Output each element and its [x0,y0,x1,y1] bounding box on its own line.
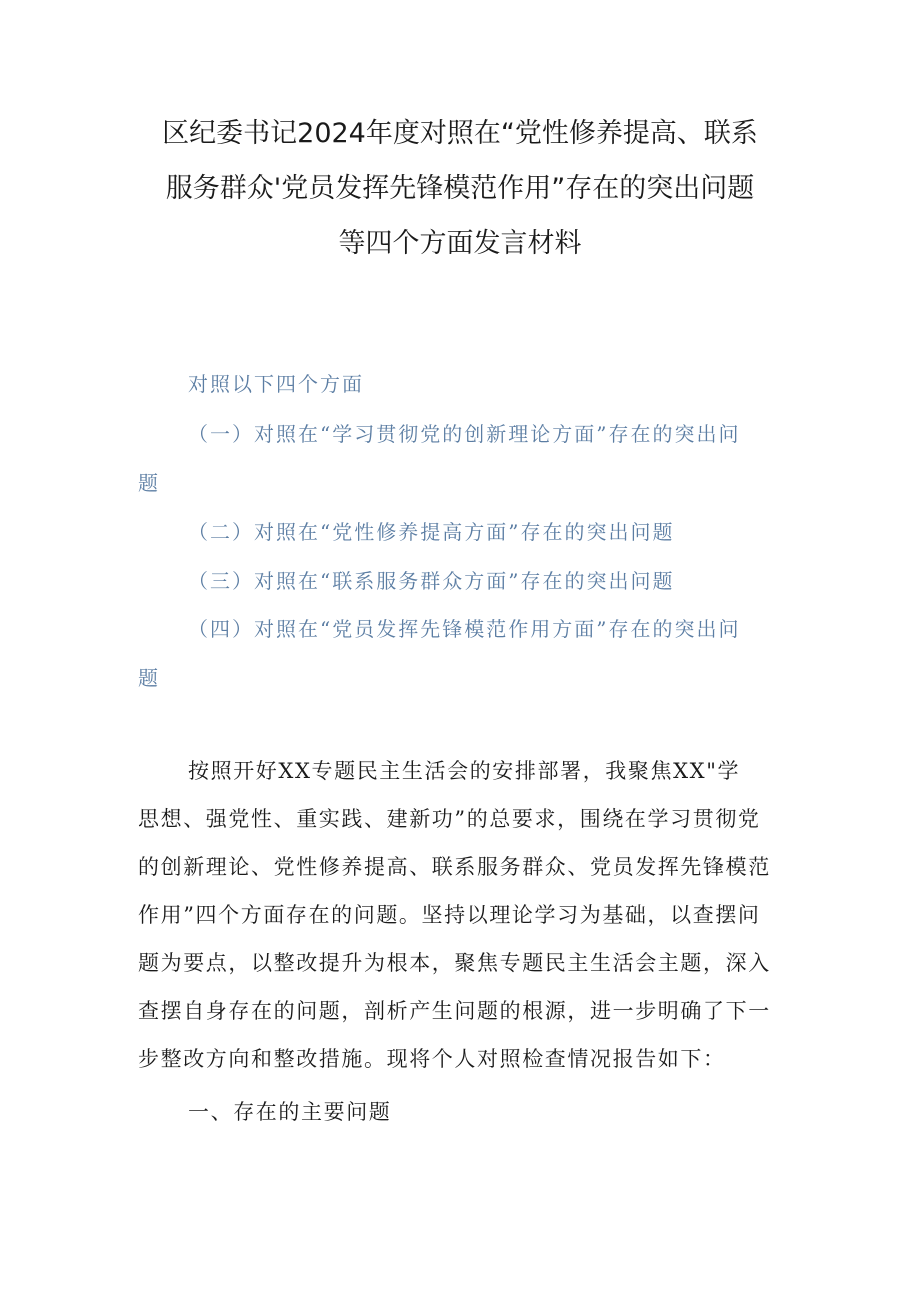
toc-intro: 对照以下四个方面 [188,372,364,396]
body-paragraph-line: 思想、强党性、重实践、建新功”的总要求，围绕在学习贯彻党 [138,807,761,831]
body-paragraph-line: 的创新理论、党性修养提高、联系服务群众、党员发挥先锋模范 [138,855,771,879]
document-title-line-2: 服务群众'党员发挥先锋模范作用”存在的突出问题 [165,173,755,204]
toc-item-3: （三）对照在“联系服务群众方面”存在的突出问题 [188,569,675,593]
toc-item-4: （四）对照在“党员发挥先锋模范作用方面”存在的突出问 [188,617,741,641]
body-paragraph-line: 查摆自身存在的问题，剖析产生问题的根源，进一步明确了下一 [138,999,771,1023]
body-paragraph-line: 按照开好XX专题民主生活会的安排部署，我聚焦XX"学 [188,759,741,783]
body-paragraph-line: 题为要点，以整改提升为根本，聚焦专题民主生活会主题，深入 [138,951,771,975]
toc-item-1: （一）对照在“学习贯彻党的创新理论方面”存在的突出问 [188,422,741,446]
body-paragraph-line: 作用”四个方面存在的问题。坚持以理论学习为基础，以查摆问 [138,903,761,927]
toc-item-2: （二）对照在“党性修养提高方面”存在的突出问题 [188,520,675,544]
toc-item-4-continuation: 题 [138,666,160,690]
body-paragraph-line: 步整改方向和整改措施。现将个人对照检查情况报告如下： [138,1047,726,1071]
document-title-line-1: 区纪委书记2024年度对照在“党性修养提高、联系 [162,118,758,149]
section-heading: 一、存在的主要问题 [188,1100,392,1124]
document-title-line-3: 等四个方面发言材料 [338,228,582,259]
toc-item-1-continuation: 题 [138,471,160,495]
